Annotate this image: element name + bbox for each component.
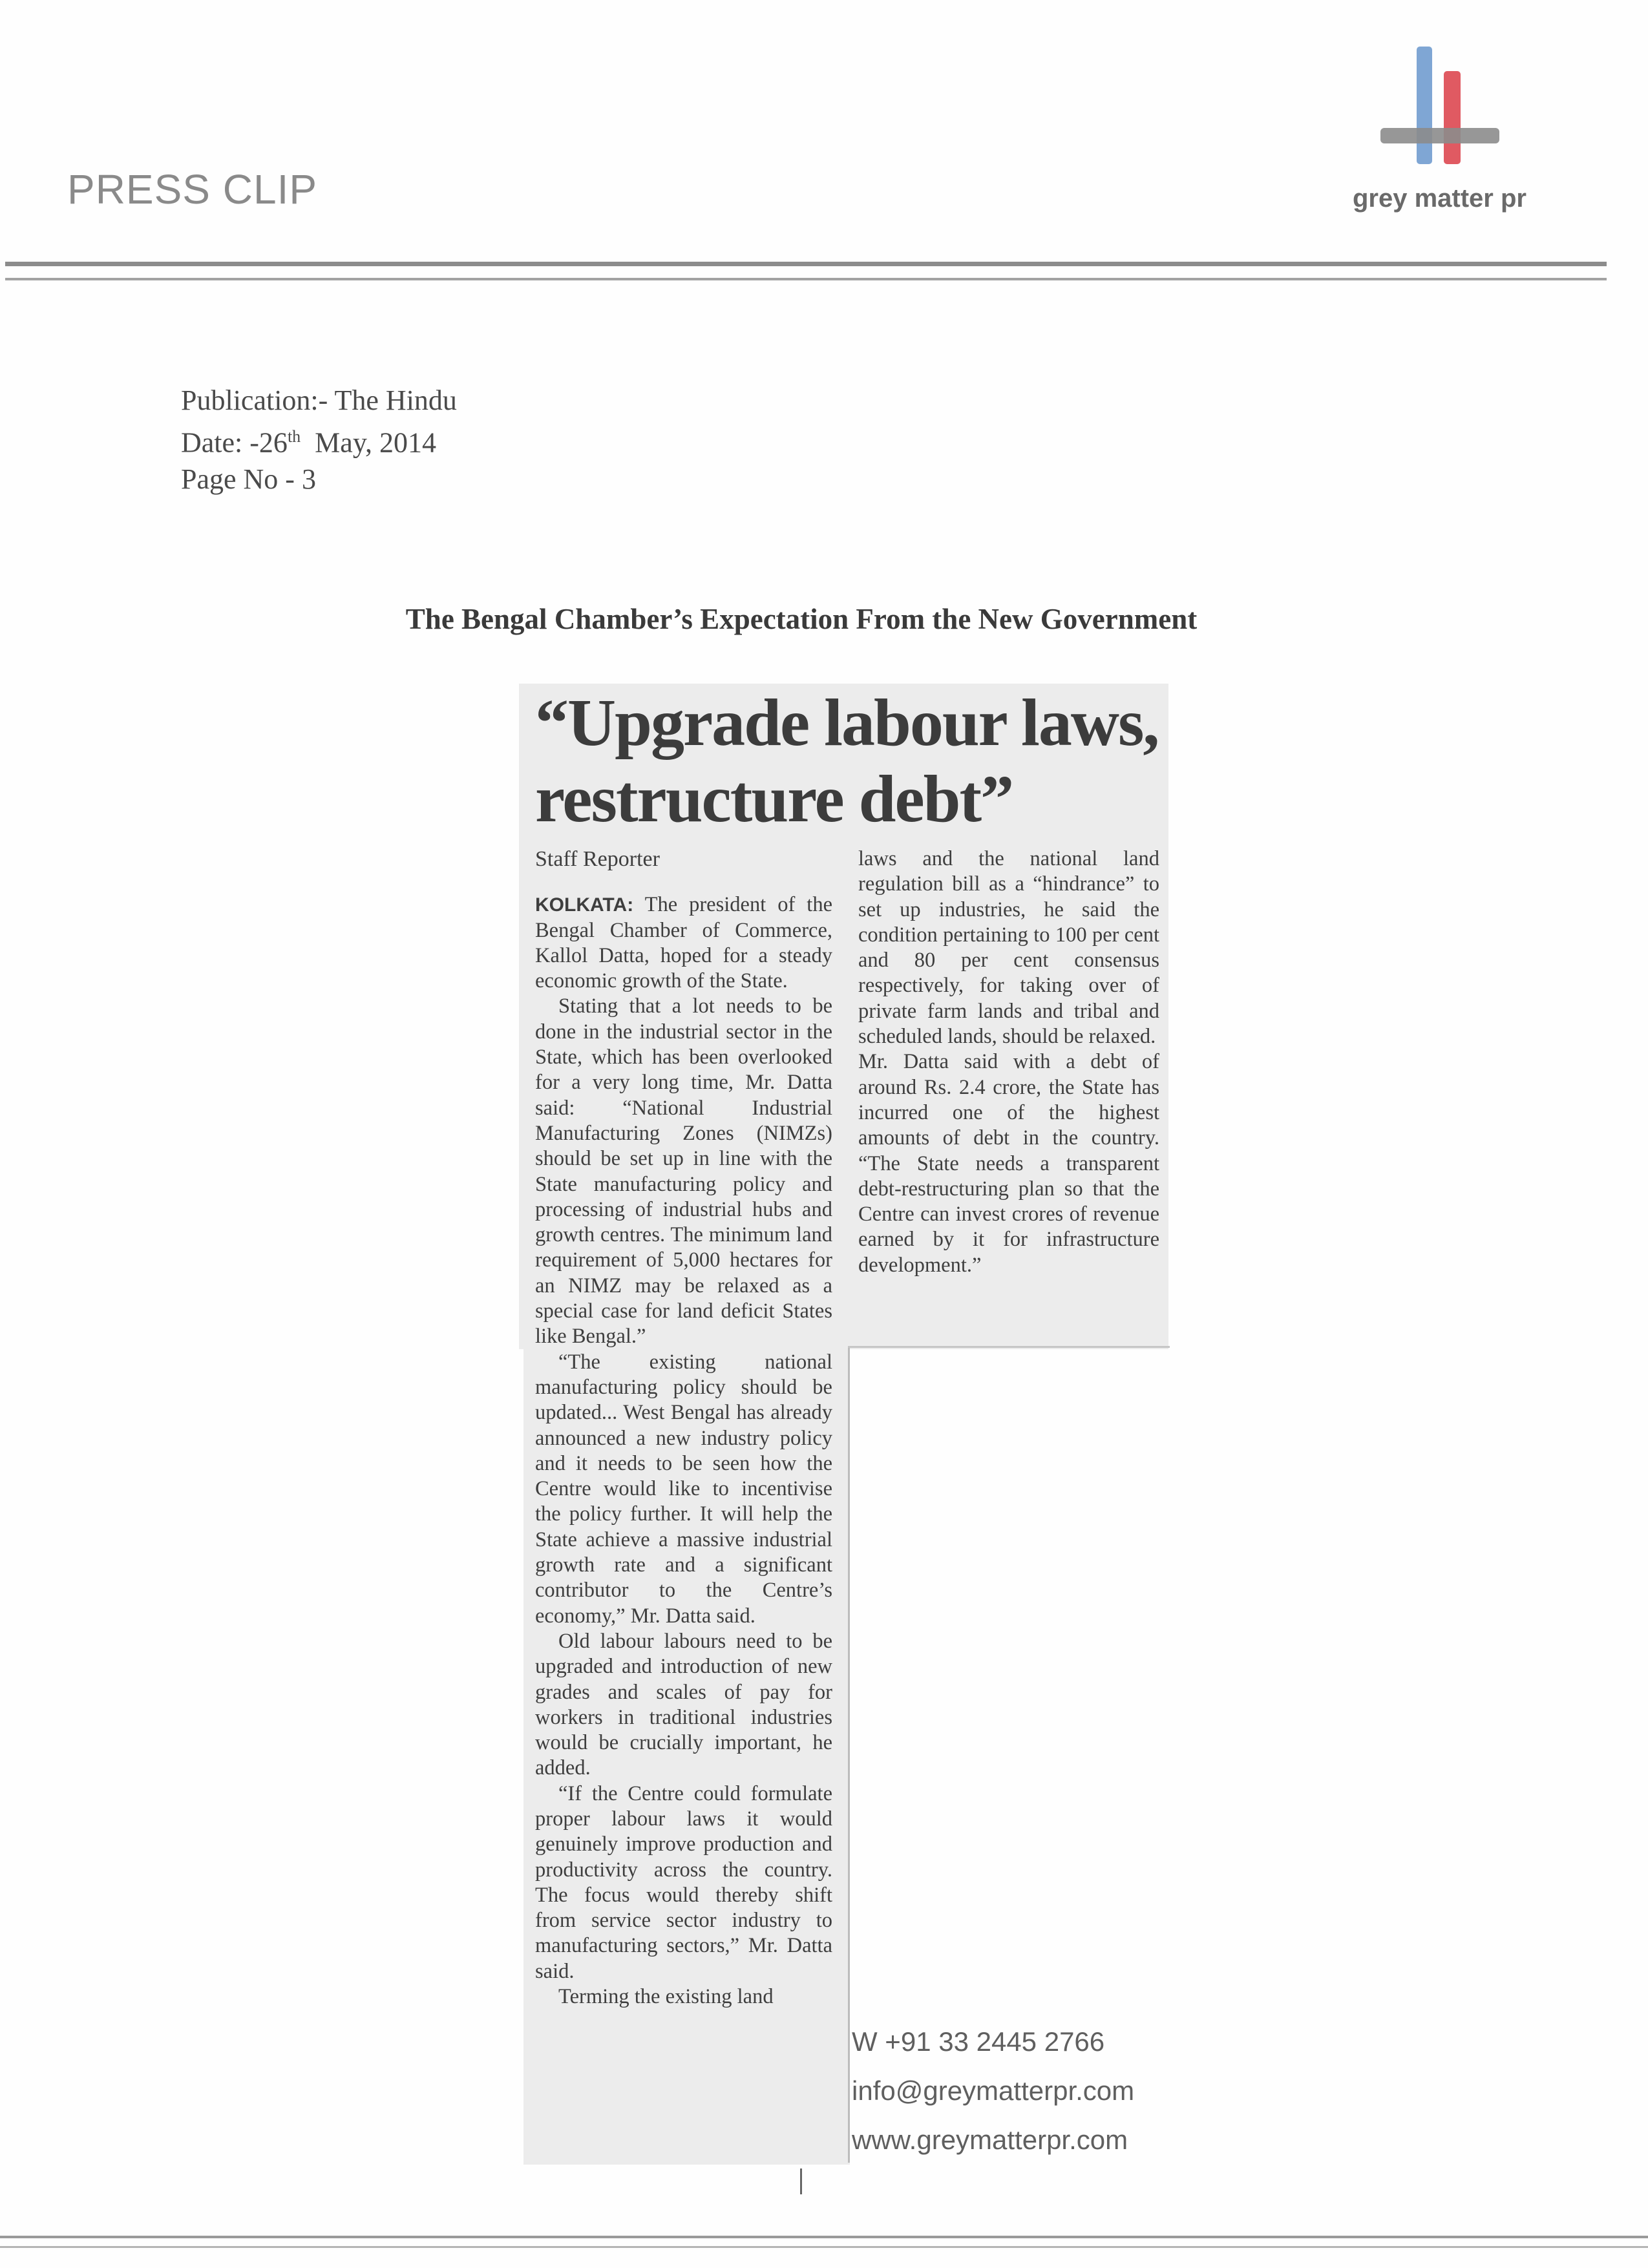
article-paragraph-4: Old labour labours need to be upgraded and introduction of new grades and scales of pay for workers in traditional industries would be crucially important, he added. — [535, 1629, 832, 1780]
article-paragraph-5: “If the Centre could formulate proper labour laws it would genuinely improve production and productivity across the country. The focus would thereby shift from service sector industry to manufacturing sectors,” Mr. Datta said. — [535, 1781, 832, 1983]
logo-mark-icon — [1377, 45, 1506, 168]
header-rule — [5, 262, 1607, 266]
contact-phone: W +91 33 2445 2766 — [852, 2026, 1105, 2057]
contact-block — [852, 2017, 1134, 2165]
article-paragraph-7: laws and the national land regulation bill as a “hindrance” to set up industries, he said the condition pertaining to 100 per cent and 80 per cent consensus respectively, for taking over of private farm lands and tribal and scheduled lands, should be relaxed. — [858, 847, 1159, 1049]
headline-line-2: restructure debt” — [535, 762, 1013, 836]
page-line: Page No - 3 — [181, 463, 316, 495]
publication-line: Publication:- The Hindu — [181, 384, 457, 416]
logo-text: grey matter pr — [1353, 184, 1527, 213]
paragraph-1-text: The president of the Bengal Chamber of Commerce, Kallol Datta, hoped for a steady economic growth of the State. — [535, 893, 832, 993]
footer-rule-thin — [0, 2246, 1648, 2248]
clipping-edge — [848, 1347, 850, 2163]
date-suffix: May, 2014 — [301, 426, 436, 459]
press-clip-title: PRESS CLIP — [67, 166, 318, 213]
article-paragraph-1 — [535, 892, 832, 994]
footer-rule — [0, 2236, 1648, 2238]
article-column-2 — [858, 846, 1159, 1278]
clip-subject: The Bengal Chamber’s Expectation From the New Government — [405, 603, 1198, 635]
publication-meta — [181, 383, 457, 498]
date-sup: th — [287, 427, 301, 446]
date-prefix: Date: -26 — [181, 426, 288, 459]
article-paragraph-6: Terming the existing land — [558, 1985, 774, 2009]
article-paragraph-2: Stating that a lot needs to be done in the industrial sector in the State, which has been overlooked for a very long time, Mr. Datta said: “National Industrial Manufacturing Zones (NIMZs) should be set up in line with the State manufacturing policy and processing of industrial hubs and growth centres. The minimum land requirement of 5,000 hectares for an NIMZ may be relaxed as a special case for land deficit States like Bengal.” — [535, 994, 832, 1349]
article-paragraph-3: “The existing national manufacturing policy should be updated... West Bengal has already announced a new industry policy and it needs to be seen how the Centre would like to incentivise the policy further. It will help the State achieve a massive industrial growth rate and a significant contributor to the Centre’s economy,” Mr. Datta said. — [535, 1350, 832, 1628]
article-headline — [535, 685, 1162, 837]
byline: Staff Reporter — [535, 847, 660, 871]
article-paragraph-8: Mr. Datta said with a debt of around Rs. 2.4 crore, the State has incurred one of the highest amounts of debt in the country. “The State needs a transparent debt-restructuring plan so that the Centre can invest crores of revenue earned by it for infrastructure development.” — [858, 1050, 1159, 1277]
headline-line-1: “Upgrade labour laws, — [535, 686, 1159, 760]
contact-email[interactable]: info@greymatterpr.com — [852, 2075, 1135, 2106]
header-rule-thin — [5, 278, 1607, 280]
dateline: KOLKATA: — [535, 894, 634, 916]
clipping-step-edge — [848, 1346, 1170, 1348]
article-column-1 — [535, 846, 832, 2010]
company-logo — [1344, 39, 1551, 226]
date-line — [181, 419, 457, 461]
scan-mark — [800, 2168, 802, 2194]
contact-website[interactable]: www.greymatterpr.com — [852, 2125, 1128, 2155]
